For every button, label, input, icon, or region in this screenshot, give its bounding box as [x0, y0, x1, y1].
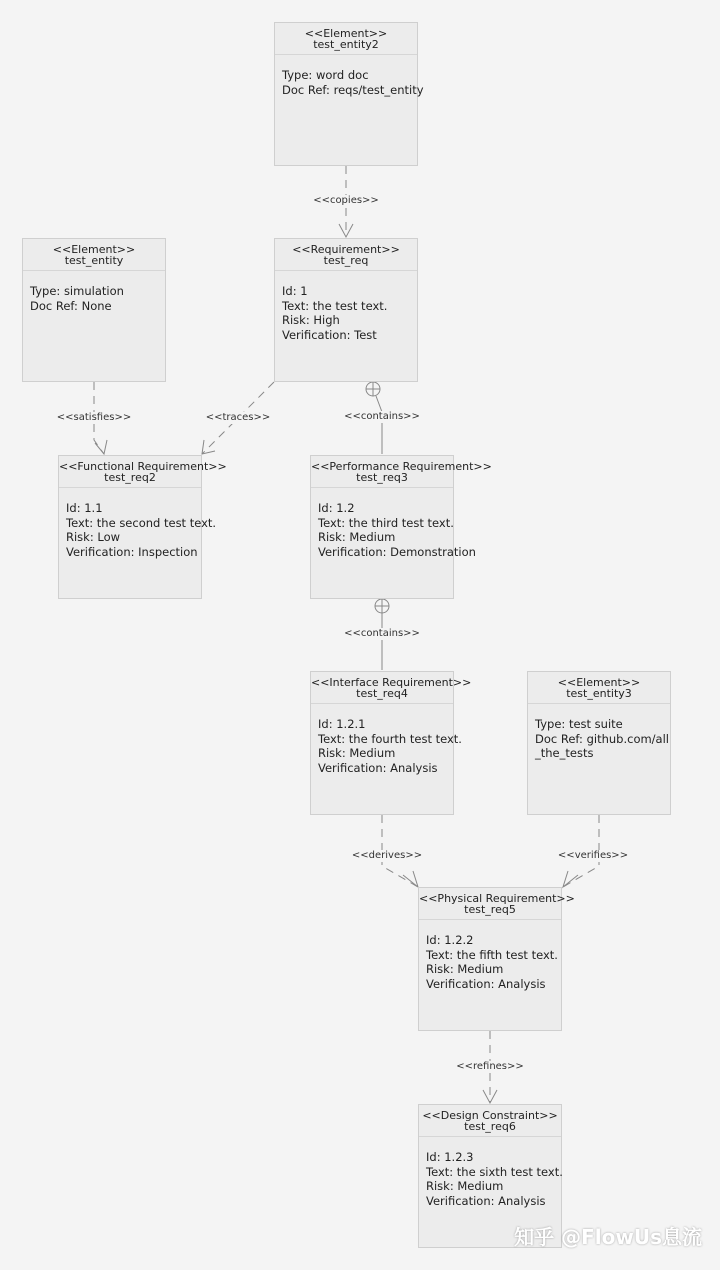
label-derives: <<derives>> — [351, 850, 423, 861]
node-text: Text: the third test text. — [318, 515, 454, 530]
watermark: 知乎 @FlowUs息流 — [514, 1225, 702, 1249]
node-type: Type: simulation — [30, 284, 124, 298]
node-name: test_req6 — [464, 1120, 516, 1133]
node-stereotype: <<Design Constraint>> — [422, 1109, 558, 1122]
node-docref: Doc Ref: None — [30, 298, 112, 313]
node-id: Id: 1.2 — [318, 501, 355, 515]
node-name: test_req3 — [356, 471, 408, 484]
node-test-req2[interactable] — [58, 455, 227, 599]
node-stereotype: <<Interface Requirement>> — [311, 676, 472, 689]
node-stereotype: <<Element>> — [557, 676, 641, 689]
node-id: Id: 1.2.2 — [426, 933, 474, 947]
node-risk: Risk: High — [282, 313, 340, 327]
node-text: Text: the fifth test text. — [426, 947, 558, 962]
node-stereotype: <<Functional Requirement>> — [59, 460, 227, 473]
node-verification: Verification: Test — [282, 327, 377, 342]
node-stereotype: <<Physical Requirement>> — [419, 892, 575, 905]
node-test-entity[interactable] — [22, 238, 166, 382]
node-stereotype: <<Requirement>> — [292, 243, 400, 256]
node-text: Text: the sixth test text. — [426, 1164, 563, 1179]
node-stereotype: <<Element>> — [52, 243, 136, 256]
node-verification: Verification: Analysis — [426, 976, 546, 991]
node-type: Type: word doc — [282, 68, 369, 82]
node-test-req[interactable] — [274, 238, 418, 382]
node-test-req3[interactable] — [310, 455, 492, 599]
label-copies: <<copies>> — [313, 195, 379, 206]
node-id: Id: 1.1 — [66, 501, 103, 515]
edge-contains-1 — [376, 396, 382, 454]
label-contains-1: <<contains>> — [344, 411, 420, 422]
arrow-satisfies — [95, 440, 107, 454]
node-test-req4[interactable] — [310, 671, 472, 815]
node-stereotype: <<Performance Requirement>> — [311, 460, 492, 473]
node-risk: Risk: Medium — [426, 962, 504, 976]
node-name: test_req — [323, 254, 369, 267]
node-risk: Risk: Low — [66, 530, 121, 544]
label-verifies: <<verifies>> — [557, 850, 629, 861]
label-refines: <<refines>> — [456, 1061, 524, 1072]
node-type: Type: test suite — [535, 717, 623, 731]
node-verification: Verification: Analysis — [426, 1193, 546, 1208]
node-docref: Doc Ref: reqs/test_entity — [282, 82, 424, 97]
node-id: Id: 1.2.3 — [426, 1150, 474, 1164]
label-contains-2: <<contains>> — [344, 628, 420, 639]
node-test-entity2[interactable] — [274, 22, 424, 166]
node-risk: Risk: Medium — [318, 746, 396, 760]
node-name: test_req4 — [356, 687, 408, 700]
node-name: test_req5 — [464, 903, 516, 916]
label-traces: <<traces>> — [205, 412, 271, 423]
node-text: Text: the fourth test text. — [318, 731, 462, 746]
node-verification: Verification: Inspection — [66, 544, 198, 559]
node-name: test_req2 — [104, 471, 156, 484]
node-test-entity3[interactable] — [527, 671, 671, 815]
node-docref: Doc Ref: github.com/all_the_tests — [535, 731, 669, 760]
node-name: test_entity2 — [313, 38, 379, 51]
node-verification: Verification: Demonstration — [318, 544, 476, 559]
node-name: test_entity — [64, 254, 124, 267]
node-name: test_entity3 — [566, 687, 632, 700]
node-text: Text: the second test text. — [66, 515, 217, 530]
node-id: Id: 1.2.1 — [318, 717, 366, 731]
node-text: Text: the test text. — [282, 298, 388, 313]
node-stereotype: <<Element>> — [304, 27, 388, 40]
node-risk: Risk: Medium — [426, 1179, 504, 1193]
node-id: Id: 1 — [282, 284, 308, 298]
node-test-req5[interactable] — [418, 887, 575, 1031]
node-verification: Verification: Analysis — [318, 760, 438, 775]
node-risk: Risk: Medium — [318, 530, 396, 544]
label-satisfies: <<satisfies>> — [56, 412, 132, 423]
